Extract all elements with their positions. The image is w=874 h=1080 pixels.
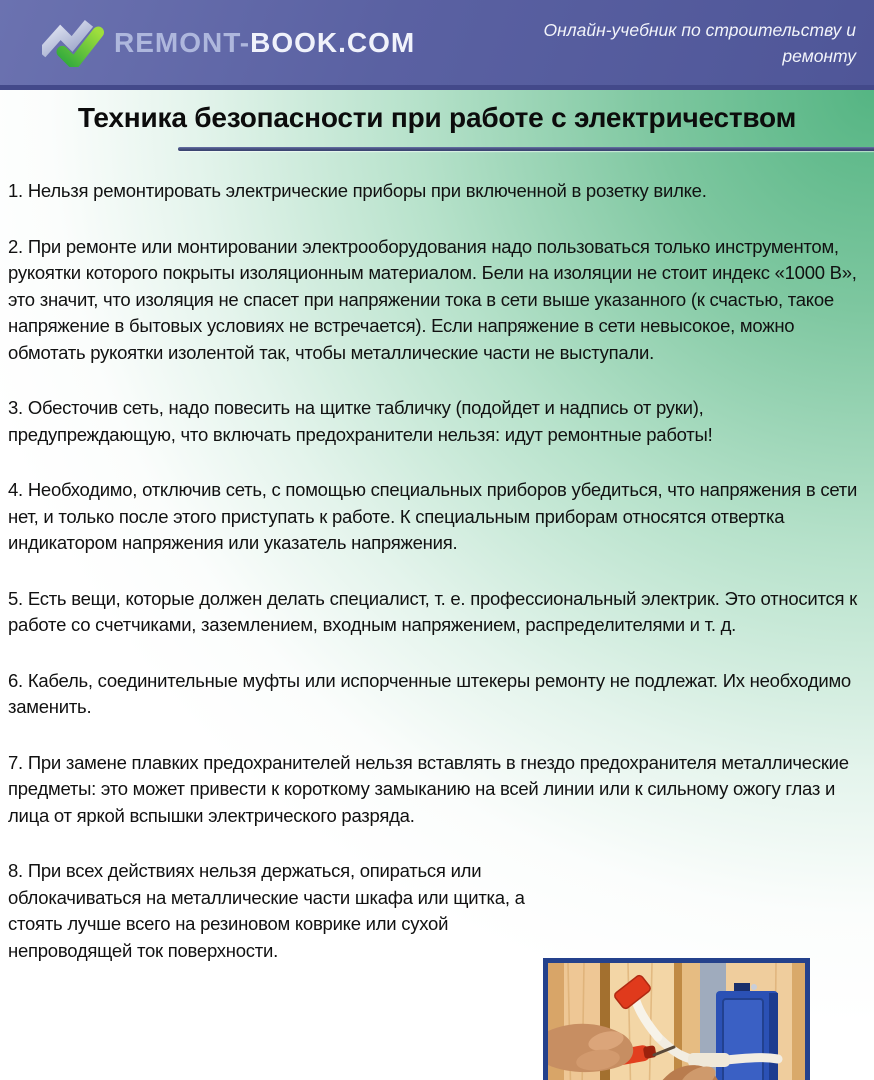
safety-rule-4: 4. Необходимо, отключив сеть, с помощью специальных приборов убедиться, что напряжения в сети нет, и только после этого приступать к работе. К специальным приборам относятся отвертка индикатором напряжения или указатель напряжения. [8, 479, 858, 553]
logo-text-secondary: BOOK.COM [250, 26, 416, 58]
title-underline [178, 147, 874, 151]
page-title: Техника безопасности при работе с электричеством [77, 102, 797, 133]
safety-photo [543, 958, 810, 1080]
safety-rule-7: 7. При замене плавких предохранителей нельзя вставлять в гнездо предохранителя металлические предметы: это может привести к короткому замыканию на всей линии или к сильному ожогу глаз и лица от яркой вспышки электрического разряда. [8, 751, 849, 826]
site-logo[interactable] [42, 19, 415, 67]
safety-rule-2: 2. При ремонте или монтировании электрооборудования надо пользоваться только инструментом, рукоятки которого покрыты изоляционным материалом. Бели на изоляции не стоит индекс «1000 В», это значит, что изоляция не спасет при напряжении тока в сети выше указанного (к счастью, такое напряжение в бытовых условиях не встречается). Если напряжение в сети невысокое, можно обмотать рукоятки изолентой так, чтобы металлические части не выступали. [8, 235, 857, 363]
safety-rule-6: 6. Кабель, соединительные муфты или испорченные штекеры ремонту не подлежат. Их необходимо заменить. [8, 669, 851, 717]
title-band [0, 90, 874, 170]
site-tagline: Онлайн-учебник по строительству и ремонту [543, 19, 856, 66]
safety-rule-5: 5. Есть вещи, которые должен делать специалист, т. е. профессиональный электрик. Это относится к работе со счетчиками, заземлением, входным напряжением, распределителями и т. д. [8, 587, 857, 635]
logo-check-icon [42, 19, 104, 67]
safety-rule-3: 3. Обесточив сеть, надо повесить на щитке табличку (подойдет и надпись от руки), предупреждающую, что включать предохранители нельзя: идут ремонтные работы! [8, 397, 713, 445]
logo-text-primary: REMONT- [114, 26, 251, 58]
wiring-photo-illustration [548, 963, 805, 1080]
logo-text [114, 27, 415, 59]
article-body [0, 170, 874, 964]
content-area [0, 90, 874, 1075]
safety-rule-1: 1. Нельзя ремонтировать электрические приборы при включенной в розетку вилке. [8, 180, 707, 201]
safety-rule-8: 8. При всех действиях нельзя держаться, опираться или облокачиваться на металлические части шкафа или щитка, а стоять лучше всего на резиновом коврике или сухой непроводящей ток поверхности. [8, 860, 525, 961]
site-header [0, 0, 874, 90]
